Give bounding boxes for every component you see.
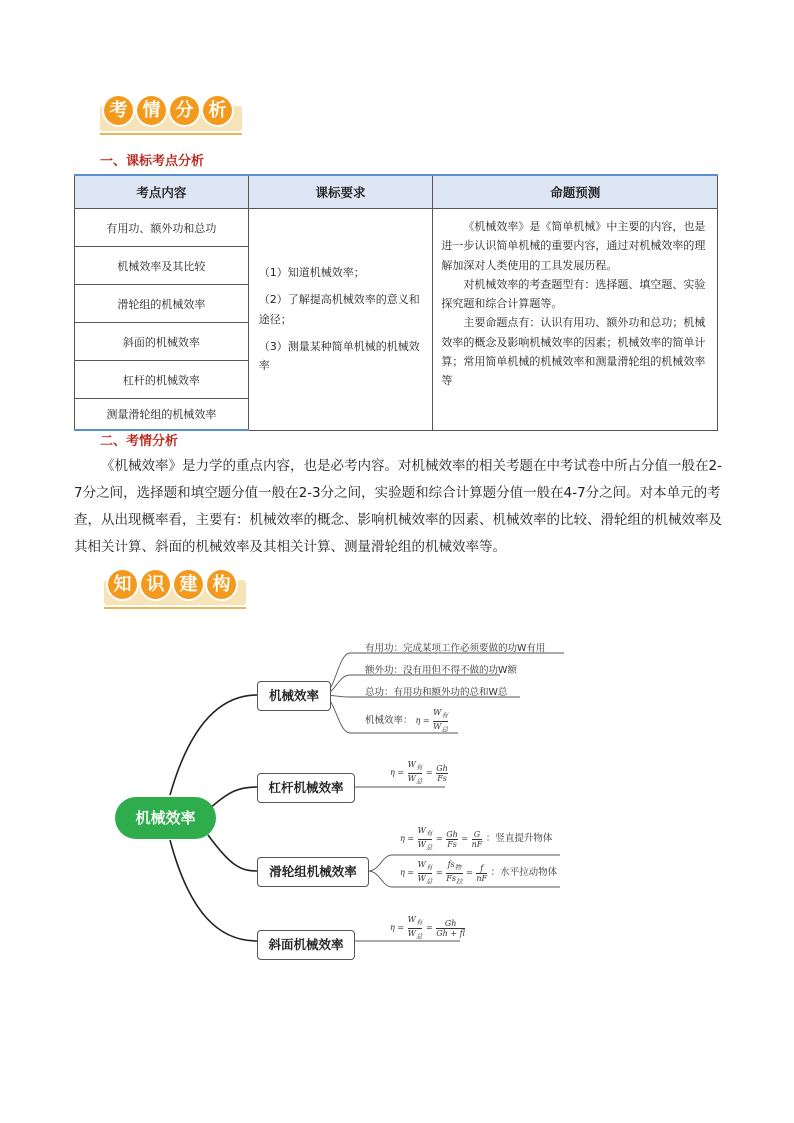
- table-header: 课标要求: [248, 175, 433, 209]
- kaodian-cell: 滑轮组的机械效率: [75, 285, 249, 323]
- badge-char: 识: [141, 570, 170, 599]
- section-title-kebiao: 一、课标考点分析: [100, 154, 205, 169]
- lift-note: ：竖直提升物体: [485, 833, 553, 845]
- badge-char: 构: [207, 570, 236, 599]
- kaodian-cell: 有用功、额外功和总功: [75, 209, 249, 247]
- pulley-lift-formula: η = $\frac{W_有}{W_总}$ = $\frac{Gh}{Fs}$ = $\frac{G}{nF}$ ：竖直提升物体: [400, 826, 553, 852]
- table-header: 命题预测: [433, 175, 718, 209]
- lever-formula: η = $\frac{W_有}{W_总}$ = $\frac{Gh}{Fs}$: [390, 760, 448, 786]
- analysis-paragraph: 《机械效率》是力学的重点内容，也是必考内容。对机械效率的相关考题在中考试卷中所占分值一般在2-7分之间，选择题和填空题分值一般在2-3分之间，实验题和综合计算题分值一般在4-7分之间。对本单元的考查，从出现概率看，主要有：机械效率的概念、影响机械效率的因素、机械效率的比较、滑轮组的机械效率及其相关计算、斜面的机械效率及其相关计算、测量滑轮组的机械效率等。: [74, 458, 722, 555]
- pulley-pull-formula: η = $\frac{W_有}{W_总}$ = $\frac{fs_物}{Fs_拉}$ = $\frac{f}{nF}$ ：水平拉动物体: [400, 860, 558, 886]
- prediction-paragraph: 主要命题点有：认识有用功、额外功和总功；机械效率的概念及影响机械效率的因素；机械效率的简单计算；常用简单机械的机械效率和测量滑轮组的机械效率等: [441, 316, 706, 387]
- badge-char: 考: [104, 96, 133, 125]
- badge-char: 建: [174, 570, 203, 599]
- prediction-paragraph: 对机械效率的考查题型有：选择题、填空题、实验探究题和综合计算题等。: [441, 277, 706, 310]
- kaodian-table: [74, 174, 718, 431]
- kaodian-cell: 杠杆的机械效率: [75, 361, 249, 399]
- branch-hualunzu: 滑轮组机械效率: [257, 857, 369, 887]
- badge-char: 析: [203, 96, 232, 125]
- branch-xiemian: 斜面机械效率: [257, 930, 355, 960]
- kaodian-cell: 斜面的机械效率: [75, 323, 249, 361]
- requirement-item: （1）知道机械效率；: [258, 266, 365, 280]
- requirement-item: （3）测量某种简单机械的机械效率: [258, 339, 420, 373]
- badge-char: 知: [108, 570, 137, 599]
- leaf-total-work: 总功：有用功和额外功的总和W总: [365, 687, 508, 698]
- requirements-cell: [248, 209, 433, 431]
- pull-note: ：水平拉动物体: [490, 867, 558, 879]
- requirement-item: （2）了解提高机械效率的意义和途径；: [258, 293, 420, 326]
- kaoqing-badge: [104, 96, 236, 125]
- efficiency-formula: η = $\frac{W_有}{W_总}$: [415, 708, 449, 734]
- mindmap-root: 机械效率: [115, 797, 216, 839]
- badge-char: 分: [170, 96, 199, 125]
- zhishi-badge: [108, 570, 240, 599]
- prediction-paragraph: 《机械效率》是《简单机械》中主要的内容，也是进一步认识简单机械的重要内容，通过对机械效率的理解加深对人类使用的工具发展历程。: [441, 220, 706, 272]
- kaodian-cell: 测量滑轮组的机械效率: [75, 399, 249, 431]
- prediction-cell: [433, 209, 718, 431]
- incline-formula: η = $\frac{W_有}{W_总}$ = $\frac{Gh}{Gh + fl}$: [390, 915, 465, 941]
- section-title-kaoqing: 二、考情分析: [100, 434, 179, 449]
- leaf-efficiency-label: 机械效率：: [365, 715, 413, 727]
- badge-char: 情: [137, 96, 166, 125]
- branch-jixie: 机械效率: [257, 681, 331, 711]
- leaf-extra-work: 额外功：没有用但不得不做的功W额: [365, 665, 517, 676]
- kaodian-cell: 机械效率及其比较: [75, 247, 249, 285]
- table-header: 考点内容: [75, 175, 249, 209]
- leaf-efficiency: [365, 708, 449, 734]
- leaf-useful-work: 有用功：完成某项工作必须要做的功W有用: [365, 643, 546, 654]
- branch-gangan: 杠杆机械效率: [257, 773, 355, 803]
